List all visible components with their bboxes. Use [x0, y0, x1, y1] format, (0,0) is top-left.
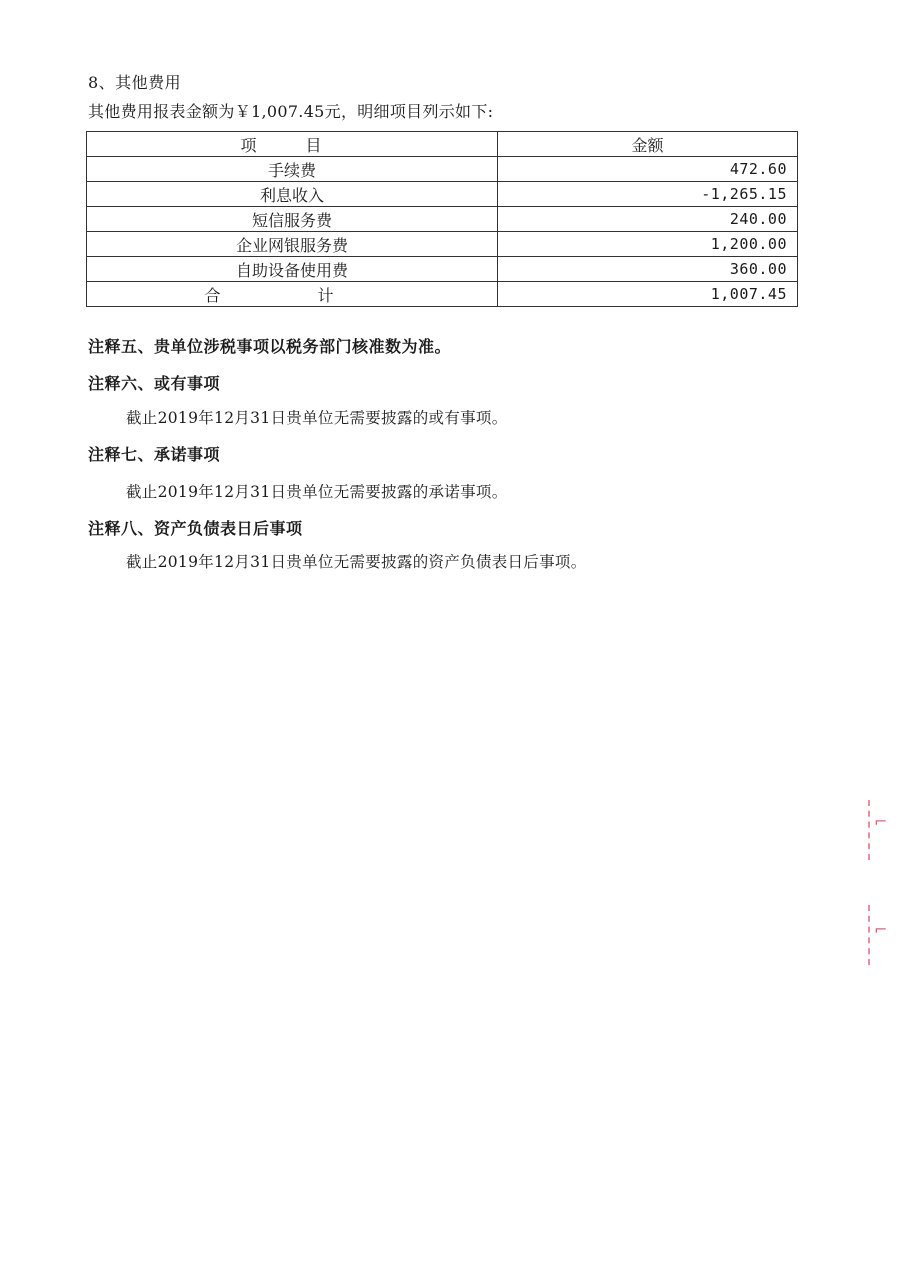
note-7-title: 注释七、承诺事项 — [88, 445, 221, 464]
table-row — [87, 257, 798, 282]
note-7-body: 截止2019年12月31日贵单位无需要披露的承诺事项。 — [126, 483, 508, 501]
seal-mark-icon: ⌐ — [874, 812, 888, 831]
section-heading: 8、其他费用 — [88, 73, 182, 92]
intro-text: 其他费用报表金额为￥1,007.45元，明细项目列示如下: — [88, 102, 494, 121]
row-item: 利息收入 — [87, 182, 498, 207]
total-label: 合 计 — [87, 282, 498, 307]
header-item: 项 目 — [87, 132, 498, 157]
row-item: 企业网银服务费 — [87, 232, 498, 257]
row-amount: -1,265.15 — [498, 182, 798, 207]
header-amount: 金额 — [498, 132, 798, 157]
table-row — [87, 182, 798, 207]
total-amount: 1,007.45 — [498, 282, 798, 307]
row-item: 自助设备使用费 — [87, 257, 498, 282]
table-header-row — [87, 132, 798, 157]
row-item: 短信服务费 — [87, 207, 498, 232]
table-row — [87, 157, 798, 182]
table-total-row — [87, 282, 798, 307]
row-amount: 1,200.00 — [498, 232, 798, 257]
note-8-title: 注释八、资产负债表日后事项 — [88, 519, 303, 538]
row-item: 手续费 — [87, 157, 498, 182]
seal-mark-icon: ⌐ — [874, 920, 888, 939]
note-6-title: 注释六、或有事项 — [88, 374, 221, 393]
note-6-body: 截止2019年12月31日贵单位无需要披露的或有事项。 — [126, 409, 508, 427]
row-amount: 472.60 — [498, 157, 798, 182]
table-row — [87, 232, 798, 257]
note-5: 注释五、贵单位涉税事项以税务部门核准数为准。 — [88, 337, 452, 356]
table-row — [87, 207, 798, 232]
row-amount: 360.00 — [498, 257, 798, 282]
row-amount: 240.00 — [498, 207, 798, 232]
other-expenses-table — [86, 131, 798, 307]
note-8-body: 截止2019年12月31日贵单位无需要披露的资产负债表日后事项。 — [126, 553, 587, 571]
